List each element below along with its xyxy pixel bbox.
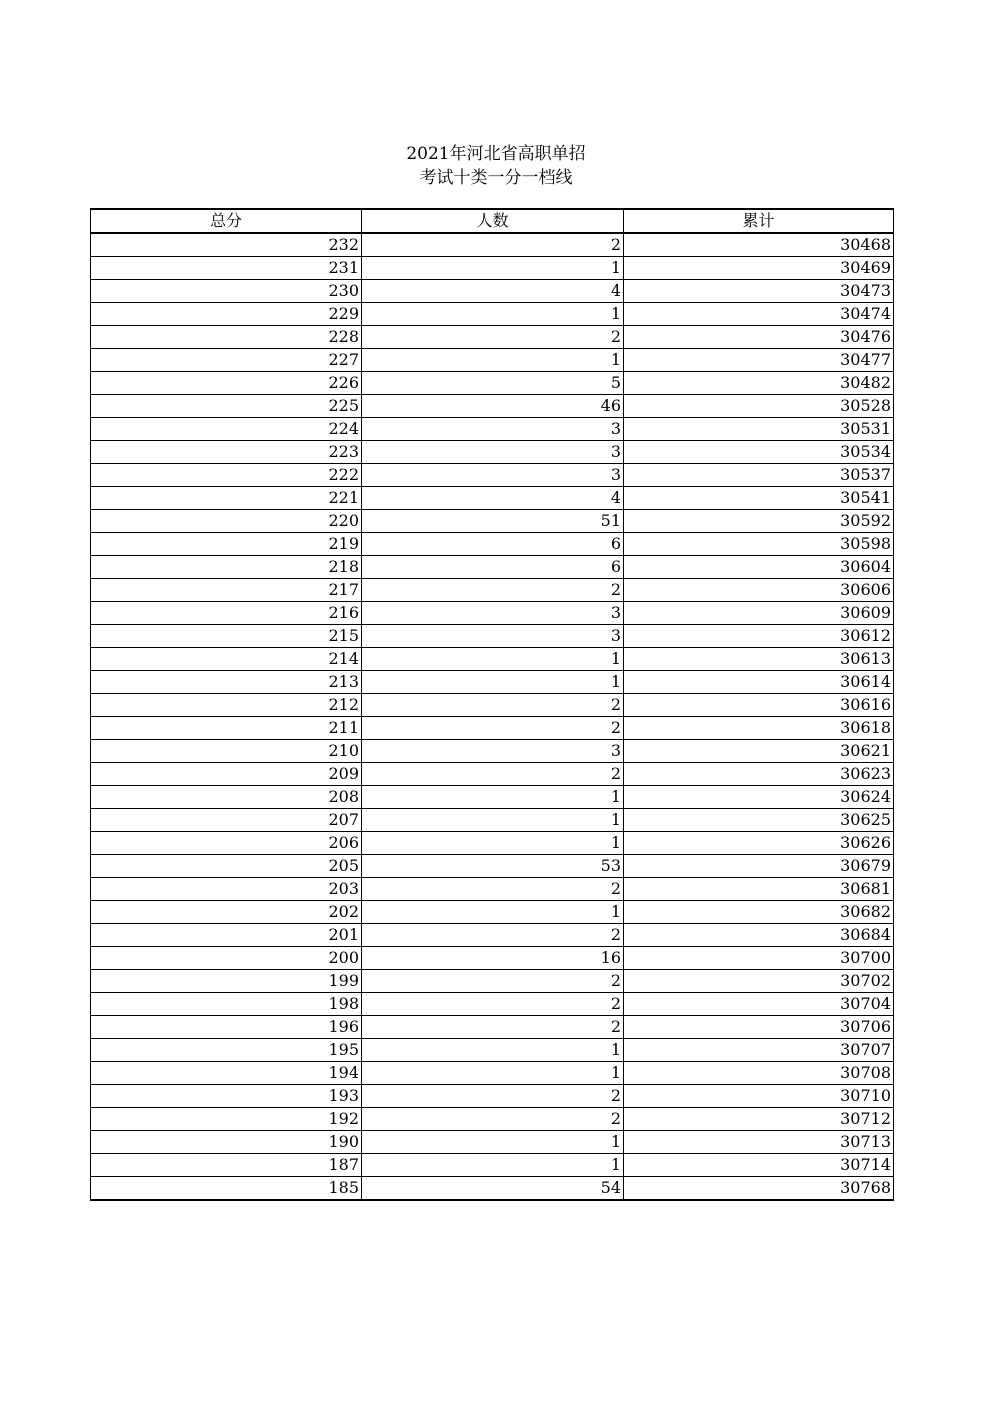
- table-row: [91, 625, 894, 648]
- cell-count: 1: [362, 1154, 624, 1177]
- cell-total-score: 198: [91, 993, 362, 1016]
- cell-cumulative: 30704: [624, 993, 894, 1016]
- cell-cumulative: 30613: [624, 648, 894, 671]
- cell-count: 1: [362, 1062, 624, 1085]
- table-row: [91, 694, 894, 717]
- cell-count: 4: [362, 280, 624, 303]
- table-row: [91, 487, 894, 510]
- cell-count: 51: [362, 510, 624, 533]
- score-table: [90, 208, 894, 1201]
- cell-total-score: 194: [91, 1062, 362, 1085]
- cell-cumulative: 30598: [624, 533, 894, 556]
- cell-count: 5: [362, 372, 624, 395]
- cell-total-score: 185: [91, 1177, 362, 1201]
- table-row: [91, 464, 894, 487]
- cell-cumulative: 30534: [624, 441, 894, 464]
- table-row: [91, 1016, 894, 1039]
- cell-total-score: 215: [91, 625, 362, 648]
- cell-count: 2: [362, 1085, 624, 1108]
- column-header-total-score: 总分: [91, 209, 362, 233]
- cell-total-score: 227: [91, 349, 362, 372]
- cell-cumulative: 30592: [624, 510, 894, 533]
- table-row: [91, 924, 894, 947]
- cell-count: 16: [362, 947, 624, 970]
- cell-total-score: 219: [91, 533, 362, 556]
- cell-count: 2: [362, 763, 624, 786]
- table-row: [91, 441, 894, 464]
- cell-count: 46: [362, 395, 624, 418]
- table-row: [91, 303, 894, 326]
- cell-count: 3: [362, 418, 624, 441]
- cell-count: 3: [362, 464, 624, 487]
- cell-total-score: 196: [91, 1016, 362, 1039]
- table-row: [91, 1039, 894, 1062]
- cell-total-score: 214: [91, 648, 362, 671]
- table-row: [91, 579, 894, 602]
- cell-cumulative: 30474: [624, 303, 894, 326]
- cell-total-score: 230: [91, 280, 362, 303]
- cell-cumulative: 30618: [624, 717, 894, 740]
- table-row: [91, 1108, 894, 1131]
- table-row: [91, 1131, 894, 1154]
- cell-count: 1: [362, 809, 624, 832]
- table-row: [91, 1085, 894, 1108]
- cell-cumulative: 30531: [624, 418, 894, 441]
- table-row: [91, 510, 894, 533]
- cell-cumulative: 30679: [624, 855, 894, 878]
- cell-count: 3: [362, 625, 624, 648]
- cell-cumulative: 30706: [624, 1016, 894, 1039]
- cell-cumulative: 30682: [624, 901, 894, 924]
- cell-total-score: 211: [91, 717, 362, 740]
- cell-count: 53: [362, 855, 624, 878]
- table-row: [91, 901, 894, 924]
- cell-count: 2: [362, 1016, 624, 1039]
- table-row: [91, 349, 894, 372]
- cell-count: 2: [362, 233, 624, 257]
- cell-cumulative: 30537: [624, 464, 894, 487]
- cell-cumulative: 30710: [624, 1085, 894, 1108]
- table-row: [91, 233, 894, 257]
- table-row: [91, 602, 894, 625]
- table-row: [91, 786, 894, 809]
- table-row: [91, 372, 894, 395]
- cell-cumulative: 30623: [624, 763, 894, 786]
- cell-cumulative: 30621: [624, 740, 894, 763]
- table-row: [91, 740, 894, 763]
- cell-count: 3: [362, 602, 624, 625]
- cell-cumulative: 30707: [624, 1039, 894, 1062]
- cell-total-score: 216: [91, 602, 362, 625]
- cell-cumulative: 30713: [624, 1131, 894, 1154]
- cell-cumulative: 30702: [624, 970, 894, 993]
- cell-total-score: 229: [91, 303, 362, 326]
- cell-total-score: 221: [91, 487, 362, 510]
- cell-total-score: 205: [91, 855, 362, 878]
- cell-count: 2: [362, 326, 624, 349]
- cell-cumulative: 30768: [624, 1177, 894, 1201]
- cell-count: 4: [362, 487, 624, 510]
- cell-cumulative: 30468: [624, 233, 894, 257]
- table-row: [91, 257, 894, 280]
- cell-cumulative: 30626: [624, 832, 894, 855]
- cell-count: 1: [362, 901, 624, 924]
- cell-cumulative: 30681: [624, 878, 894, 901]
- cell-cumulative: 30528: [624, 395, 894, 418]
- cell-cumulative: 30708: [624, 1062, 894, 1085]
- cell-cumulative: 30476: [624, 326, 894, 349]
- cell-total-score: 190: [91, 1131, 362, 1154]
- cell-cumulative: 30616: [624, 694, 894, 717]
- table-row: [91, 717, 894, 740]
- cell-total-score: 206: [91, 832, 362, 855]
- table-row: [91, 1154, 894, 1177]
- cell-cumulative: 30625: [624, 809, 894, 832]
- cell-total-score: 193: [91, 1085, 362, 1108]
- cell-total-score: 208: [91, 786, 362, 809]
- cell-cumulative: 30482: [624, 372, 894, 395]
- cell-total-score: 192: [91, 1108, 362, 1131]
- cell-count: 2: [362, 924, 624, 947]
- cell-total-score: 203: [91, 878, 362, 901]
- cell-cumulative: 30712: [624, 1108, 894, 1131]
- cell-count: 1: [362, 671, 624, 694]
- header-row: [91, 209, 894, 233]
- cell-count: 2: [362, 717, 624, 740]
- column-header-cumulative: 累计: [624, 209, 894, 233]
- cell-count: 3: [362, 441, 624, 464]
- cell-count: 1: [362, 1131, 624, 1154]
- column-header-count: 人数: [362, 209, 624, 233]
- cell-total-score: 225: [91, 395, 362, 418]
- cell-count: 2: [362, 579, 624, 602]
- table-row: [91, 970, 894, 993]
- cell-cumulative: 30614: [624, 671, 894, 694]
- cell-total-score: 210: [91, 740, 362, 763]
- table-row: [91, 326, 894, 349]
- cell-count: 6: [362, 556, 624, 579]
- cell-cumulative: 30612: [624, 625, 894, 648]
- page-title: 2021年河北省高职单招: [406, 144, 586, 164]
- cell-count: 2: [362, 970, 624, 993]
- table-row: [91, 809, 894, 832]
- cell-cumulative: 30700: [624, 947, 894, 970]
- cell-total-score: 213: [91, 671, 362, 694]
- cell-total-score: 231: [91, 257, 362, 280]
- page-subtitle: 考试十类一分一档线: [419, 168, 573, 188]
- cell-total-score: 200: [91, 947, 362, 970]
- cell-cumulative: 30473: [624, 280, 894, 303]
- cell-count: 1: [362, 1039, 624, 1062]
- table-row: [91, 855, 894, 878]
- cell-count: 1: [362, 832, 624, 855]
- cell-total-score: 222: [91, 464, 362, 487]
- cell-cumulative: 30714: [624, 1154, 894, 1177]
- cell-cumulative: 30469: [624, 257, 894, 280]
- cell-count: 2: [362, 993, 624, 1016]
- cell-count: 6: [362, 533, 624, 556]
- cell-cumulative: 30477: [624, 349, 894, 372]
- cell-cumulative: 30541: [624, 487, 894, 510]
- cell-cumulative: 30609: [624, 602, 894, 625]
- cell-total-score: 212: [91, 694, 362, 717]
- cell-total-score: 228: [91, 326, 362, 349]
- cell-count: 2: [362, 878, 624, 901]
- table-row: [91, 832, 894, 855]
- cell-cumulative: 30604: [624, 556, 894, 579]
- table-row: [91, 533, 894, 556]
- cell-cumulative: 30684: [624, 924, 894, 947]
- cell-count: 3: [362, 740, 624, 763]
- cell-count: 2: [362, 694, 624, 717]
- cell-total-score: 201: [91, 924, 362, 947]
- table-row: [91, 1062, 894, 1085]
- table-row: [91, 878, 894, 901]
- cell-total-score: 220: [91, 510, 362, 533]
- cell-count: 1: [362, 648, 624, 671]
- table-row: [91, 671, 894, 694]
- table-row: [91, 947, 894, 970]
- cell-total-score: 218: [91, 556, 362, 579]
- cell-count: 54: [362, 1177, 624, 1201]
- table-row: [91, 763, 894, 786]
- table-row: [91, 1177, 894, 1201]
- cell-total-score: 209: [91, 763, 362, 786]
- cell-total-score: 232: [91, 233, 362, 257]
- cell-total-score: 195: [91, 1039, 362, 1062]
- table-header: [91, 209, 894, 233]
- cell-total-score: 187: [91, 1154, 362, 1177]
- table-row: [91, 280, 894, 303]
- cell-total-score: 207: [91, 809, 362, 832]
- cell-count: 1: [362, 349, 624, 372]
- cell-total-score: 199: [91, 970, 362, 993]
- cell-total-score: 217: [91, 579, 362, 602]
- cell-count: 1: [362, 257, 624, 280]
- cell-count: 1: [362, 786, 624, 809]
- cell-total-score: 224: [91, 418, 362, 441]
- cell-total-score: 226: [91, 372, 362, 395]
- cell-total-score: 223: [91, 441, 362, 464]
- table-row: [91, 418, 894, 441]
- table-row: [91, 395, 894, 418]
- table-row: [91, 648, 894, 671]
- cell-count: 1: [362, 303, 624, 326]
- cell-count: 2: [362, 1108, 624, 1131]
- cell-cumulative: 30624: [624, 786, 894, 809]
- table-row: [91, 993, 894, 1016]
- cell-total-score: 202: [91, 901, 362, 924]
- table-row: [91, 556, 894, 579]
- table-body: [91, 233, 894, 1200]
- cell-cumulative: 30606: [624, 579, 894, 602]
